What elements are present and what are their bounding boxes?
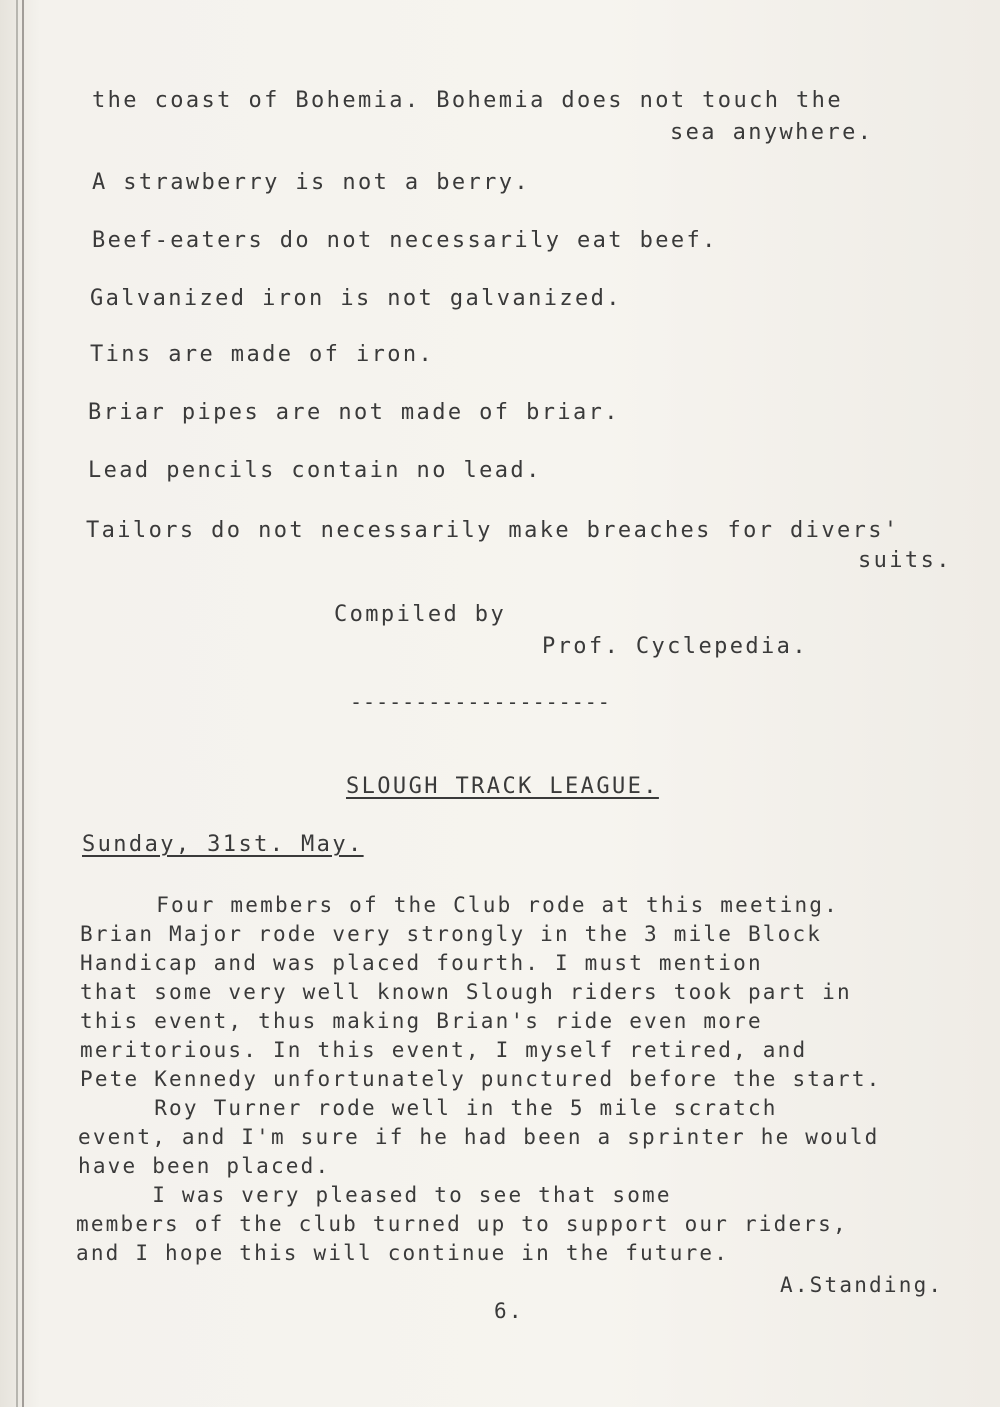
fact-line: the coast of Bohemia. Bohemia does not touch the: [92, 88, 843, 113]
article-line: event, and I'm sure if he had been a sprinter he would: [78, 1125, 880, 1149]
fact-line: Briar pipes are not made of briar.: [88, 400, 620, 425]
article-line: have been placed.: [78, 1154, 331, 1178]
article-line: meritorious. In this event, I myself retired, and: [80, 1038, 808, 1062]
article-line: Brian Major rode very strongly in the 3 mile Block: [80, 922, 823, 946]
article-date: Sunday, 31st. May.: [82, 832, 364, 857]
fact-line: Galvanized iron is not galvanized.: [90, 286, 622, 311]
compiler-name: Prof. Cyclepedia.: [542, 634, 808, 659]
article-line: that some very well known Slough riders took part in: [80, 980, 852, 1004]
article-line: Handicap and was placed fourth. I must mention: [80, 951, 763, 975]
article-line: this event, thus making Brian's ride even more: [80, 1009, 763, 1033]
fact-line: A strawberry is not a berry.: [92, 170, 531, 195]
binding-edge: [22, 0, 24, 1407]
fact-line: Tailors do not necessarily make breaches for divers': [86, 518, 900, 543]
fact-line: suits.: [858, 548, 952, 573]
article-line: Four members of the Club rode at this meeting.: [82, 893, 839, 917]
article-line: and I hope this will continue in the future.: [76, 1241, 730, 1265]
fact-line: Lead pencils contain no lead.: [88, 458, 542, 483]
article-line: Roy Turner rode well in the 5 mile scratch: [80, 1096, 778, 1120]
page-number: 6.: [494, 1299, 524, 1323]
article-line: I was very pleased to see that some: [78, 1183, 672, 1207]
compiled-by-label: Compiled by: [334, 602, 507, 627]
fact-line: Beef-eaters do not necessarily eat beef.: [92, 228, 718, 253]
fact-line: sea anywhere.: [670, 120, 874, 145]
article-line: members of the club turned up to support our riders,: [76, 1212, 848, 1236]
article-signature: A.Standing.: [780, 1273, 944, 1297]
binding-edge: [16, 0, 18, 1407]
fact-line: Tins are made of iron.: [90, 342, 435, 367]
article-line: Pete Kennedy unfortunately punctured before the start.: [80, 1067, 882, 1091]
section-divider: --------------------: [350, 690, 611, 714]
article-title: SLOUGH TRACK LEAGUE.: [346, 774, 659, 799]
